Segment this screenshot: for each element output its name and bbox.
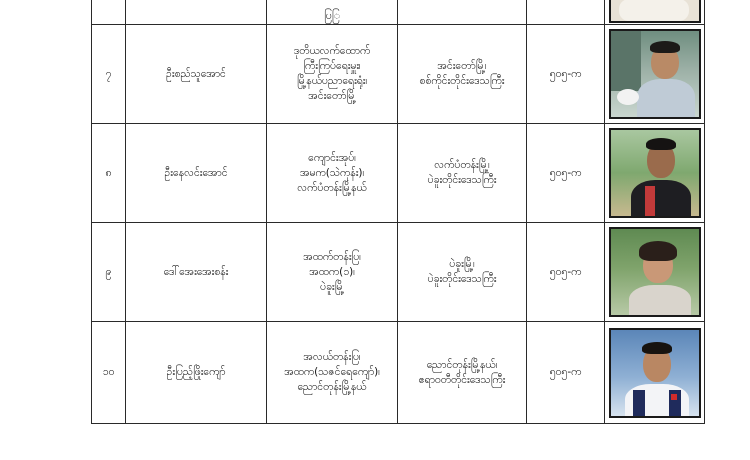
position-line: အထက(၁)၊: [309, 265, 355, 278]
person-photo: [609, 0, 701, 23]
position-line: ကျောင်းအုပ်၊: [308, 151, 356, 164]
row-position: [267, 0, 398, 25]
table-row: [92, 0, 705, 25]
row-name: ဦးနေလင်းအောင်: [126, 124, 267, 223]
person-photo: [609, 128, 701, 218]
row-address: [398, 223, 527, 322]
address-line: လက်ပံတန်းမြို့၊: [434, 159, 490, 171]
person-photo: [609, 328, 701, 418]
row-address: [398, 322, 527, 424]
table-row: [92, 322, 705, 424]
position-line: အထက်တန်းပြ၊: [303, 250, 361, 263]
address-line: စစ်ကိုင်းတိုင်းဒေသကြီး: [419, 75, 505, 87]
person-photo: [609, 29, 701, 119]
row-name: [126, 0, 267, 25]
position-line: အထက(သဇင်ရေကျော်)၊: [284, 366, 380, 378]
address-line: ပဲခူးတိုင်းဒေသကြီး: [427, 174, 497, 186]
table-row: [92, 25, 705, 124]
address-line: ပဲခူးမြို့၊: [449, 258, 475, 270]
row-number: ၉: [92, 223, 126, 322]
row-code: ၅၀၅-က: [527, 223, 605, 322]
row-name: ဦးစည်သူအောင်: [126, 25, 267, 124]
position-line: မြို့နယ်ပညာရေးရုံး၊: [296, 75, 368, 87]
row-position: [267, 124, 398, 223]
row-photo: [605, 124, 705, 223]
position-line: ညောင်တုန်းမြို့နယ်: [297, 381, 367, 393]
row-position: [267, 25, 398, 124]
row-position: [267, 223, 398, 322]
position-line: အင်းတော်မြို့: [308, 90, 356, 102]
row-photo: [605, 322, 705, 424]
row-number: ၁၀: [92, 322, 126, 424]
person-photo: [609, 227, 701, 317]
position-line: အလယ်တန်းပြ၊: [303, 351, 361, 363]
position-line: ပဲခူးမြို့: [320, 280, 344, 293]
row-number: [92, 0, 126, 25]
address-line: ဧရာဝတီတိုင်းဒေသကြီး: [418, 373, 506, 386]
row-photo: [605, 223, 705, 322]
row-name: ဦးပြည့်ဖြိုးကျော်: [126, 322, 267, 424]
row-code: [527, 0, 605, 25]
row-address: [398, 25, 527, 124]
row-number: ၇: [92, 25, 126, 124]
row-code: ၅၀၅-က: [527, 322, 605, 424]
row-number: ၈: [92, 124, 126, 223]
row-position: [267, 322, 398, 424]
row-name: ဒေါ်အေးအေးစန်း: [126, 223, 267, 322]
position-line: ကြီးကြပ်ရေးမှူး၊: [303, 60, 361, 72]
staff-table: [91, 0, 705, 424]
row-photo: [605, 0, 705, 25]
row-code: ၅၀၅-က: [527, 25, 605, 124]
address-line: ပဲခူးတိုင်းဒေသကြီး: [427, 273, 497, 285]
position-line: လက်ပံတန်းမြို့နယ်: [297, 181, 367, 194]
table-row: [92, 124, 705, 223]
row-address: [398, 124, 527, 223]
position-line: အမက(သဲကုန်း)၊: [299, 166, 365, 179]
address-line: အင်းတော်မြို့၊: [437, 60, 487, 72]
position-fragment: ပြြ: [323, 10, 341, 22]
row-photo: [605, 25, 705, 124]
position-line: ဒုတိယလက်ထောက်: [293, 45, 371, 57]
row-code: ၅၀၅-က: [527, 124, 605, 223]
table-row: [92, 223, 705, 322]
row-address: [398, 0, 527, 25]
address-line: ညောင်တုန်းမြို့နယ်၊: [426, 358, 498, 371]
